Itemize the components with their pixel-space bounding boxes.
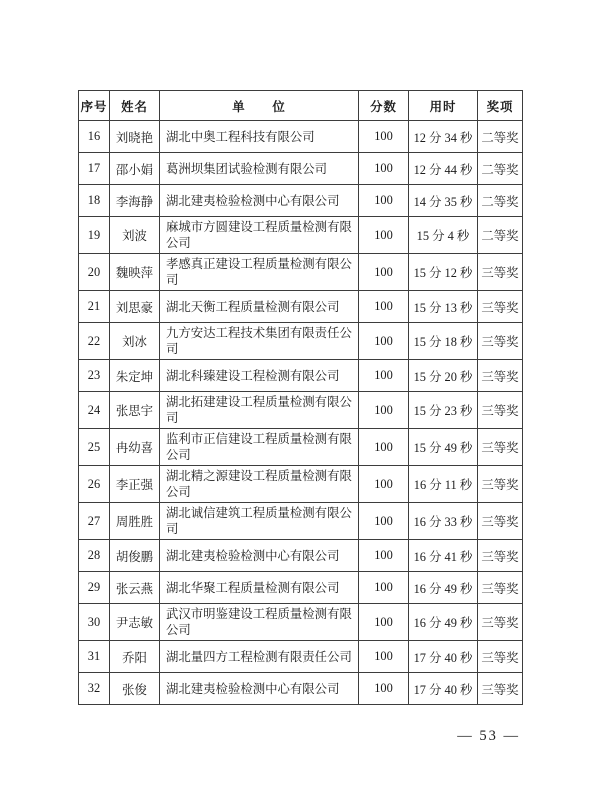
cell-org: 湖北量四方工程检测有限责任公司	[160, 641, 359, 673]
cell-name: 张俊	[110, 673, 160, 705]
cell-award: 三等奖	[478, 540, 523, 572]
cell-no: 30	[79, 604, 110, 641]
table-row	[79, 291, 523, 323]
cell-time: 16 分 33 秒	[409, 503, 478, 540]
cell-org: 武汉市明鉴建设工程质量检测有限公司	[160, 604, 359, 641]
cell-score: 100	[359, 466, 409, 503]
table-row	[79, 503, 523, 540]
table-row	[79, 641, 523, 673]
table-row	[79, 392, 523, 429]
cell-time: 12 分 34 秒	[409, 121, 478, 153]
cell-score: 100	[359, 121, 409, 153]
cell-score: 100	[359, 360, 409, 392]
cell-org: 孝感真正建设工程质量检测有限公司	[160, 254, 359, 291]
cell-no: 32	[79, 673, 110, 705]
cell-time: 17 分 40 秒	[409, 673, 478, 705]
results-table	[78, 90, 523, 705]
cell-award: 三等奖	[478, 641, 523, 673]
cell-org: 麻城市方圆建设工程质量检测有限公司	[160, 217, 359, 254]
cell-no: 18	[79, 185, 110, 217]
cell-score: 100	[359, 185, 409, 217]
cell-time: 17 分 40 秒	[409, 641, 478, 673]
cell-no: 29	[79, 572, 110, 604]
table-row	[79, 153, 523, 185]
cell-score: 100	[359, 291, 409, 323]
cell-score: 100	[359, 254, 409, 291]
cell-name: 邵小娟	[110, 153, 160, 185]
cell-award: 三等奖	[478, 429, 523, 466]
cell-score: 100	[359, 572, 409, 604]
cell-name: 乔阳	[110, 641, 160, 673]
cell-score: 100	[359, 540, 409, 572]
cell-name: 朱定坤	[110, 360, 160, 392]
cell-no: 20	[79, 254, 110, 291]
cell-score: 100	[359, 604, 409, 641]
cell-no: 19	[79, 217, 110, 254]
cell-name: 刘冰	[110, 323, 160, 360]
table-row	[79, 121, 523, 153]
header-time: 用时	[409, 91, 478, 121]
cell-name: 张云燕	[110, 572, 160, 604]
cell-no: 31	[79, 641, 110, 673]
cell-no: 28	[79, 540, 110, 572]
cell-time: 16 分 41 秒	[409, 540, 478, 572]
cell-award: 二等奖	[478, 217, 523, 254]
header-score: 分数	[359, 91, 409, 121]
cell-time: 15 分 4 秒	[409, 217, 478, 254]
cell-no: 21	[79, 291, 110, 323]
cell-name: 冉幼喜	[110, 429, 160, 466]
page-number: — 53 —	[457, 728, 520, 744]
cell-name: 刘波	[110, 217, 160, 254]
cell-time: 15 分 20 秒	[409, 360, 478, 392]
table-row	[79, 360, 523, 392]
header-org: 单 位	[160, 91, 359, 121]
cell-org: 湖北建夷检验检测中心有限公司	[160, 673, 359, 705]
cell-award: 三等奖	[478, 673, 523, 705]
cell-name: 张思宇	[110, 392, 160, 429]
cell-award: 三等奖	[478, 572, 523, 604]
cell-no: 23	[79, 360, 110, 392]
cell-time: 15 分 13 秒	[409, 291, 478, 323]
cell-name: 胡俊鹏	[110, 540, 160, 572]
cell-no: 27	[79, 503, 110, 540]
cell-time: 15 分 12 秒	[409, 254, 478, 291]
cell-org: 葛洲坝集团试验检测有限公司	[160, 153, 359, 185]
cell-org: 湖北中奥工程科技有限公司	[160, 121, 359, 153]
cell-time: 14 分 35 秒	[409, 185, 478, 217]
cell-time: 16 分 49 秒	[409, 572, 478, 604]
cell-org: 湖北华聚工程质量检测有限公司	[160, 572, 359, 604]
table-row	[79, 540, 523, 572]
cell-award: 三等奖	[478, 392, 523, 429]
cell-score: 100	[359, 503, 409, 540]
cell-org: 湖北精之源建设工程质量检测有限公司	[160, 466, 359, 503]
cell-org: 湖北诚信建筑工程质量检测有限公司	[160, 503, 359, 540]
cell-time: 16 分 11 秒	[409, 466, 478, 503]
cell-award: 三等奖	[478, 291, 523, 323]
cell-time: 15 分 49 秒	[409, 429, 478, 466]
cell-no: 26	[79, 466, 110, 503]
cell-award: 二等奖	[478, 153, 523, 185]
cell-org: 湖北天衡工程质量检测有限公司	[160, 291, 359, 323]
header-name: 姓名	[110, 91, 160, 121]
cell-no: 17	[79, 153, 110, 185]
table-row	[79, 673, 523, 705]
table-row	[79, 217, 523, 254]
table-row	[79, 466, 523, 503]
cell-time: 15 分 18 秒	[409, 323, 478, 360]
cell-no: 24	[79, 392, 110, 429]
table-header-row	[79, 91, 523, 121]
cell-org: 湖北建夷检验检测中心有限公司	[160, 540, 359, 572]
cell-award: 二等奖	[478, 185, 523, 217]
cell-name: 李海静	[110, 185, 160, 217]
cell-org: 九方安达工程技术集团有限责任公司	[160, 323, 359, 360]
cell-name: 刘晓艳	[110, 121, 160, 153]
cell-org: 监利市正信建设工程质量检测有限公司	[160, 429, 359, 466]
cell-award: 二等奖	[478, 121, 523, 153]
cell-no: 22	[79, 323, 110, 360]
cell-name: 李正强	[110, 466, 160, 503]
cell-org: 湖北建夷检验检测中心有限公司	[160, 185, 359, 217]
table-row	[79, 323, 523, 360]
table-row	[79, 604, 523, 641]
cell-score: 100	[359, 392, 409, 429]
cell-org: 湖北拓建建设工程质量检测有限公司	[160, 392, 359, 429]
cell-score: 100	[359, 323, 409, 360]
cell-score: 100	[359, 641, 409, 673]
cell-name: 尹志敏	[110, 604, 160, 641]
cell-no: 25	[79, 429, 110, 466]
cell-org: 湖北科臻建设工程检测有限公司	[160, 360, 359, 392]
header-award: 奖项	[478, 91, 523, 121]
cell-award: 三等奖	[478, 604, 523, 641]
cell-score: 100	[359, 217, 409, 254]
cell-award: 三等奖	[478, 323, 523, 360]
cell-no: 16	[79, 121, 110, 153]
cell-score: 100	[359, 673, 409, 705]
cell-name: 刘思豪	[110, 291, 160, 323]
cell-award: 三等奖	[478, 254, 523, 291]
cell-score: 100	[359, 153, 409, 185]
cell-name: 魏映萍	[110, 254, 160, 291]
table-row	[79, 254, 523, 291]
header-no: 序号	[79, 91, 110, 121]
cell-time: 15 分 23 秒	[409, 392, 478, 429]
table-row	[79, 572, 523, 604]
cell-award: 三等奖	[478, 360, 523, 392]
cell-award: 三等奖	[478, 503, 523, 540]
table-row	[79, 185, 523, 217]
cell-name: 周胜胜	[110, 503, 160, 540]
cell-time: 16 分 49 秒	[409, 604, 478, 641]
cell-award: 三等奖	[478, 466, 523, 503]
cell-score: 100	[359, 429, 409, 466]
cell-time: 12 分 44 秒	[409, 153, 478, 185]
table-row	[79, 429, 523, 466]
